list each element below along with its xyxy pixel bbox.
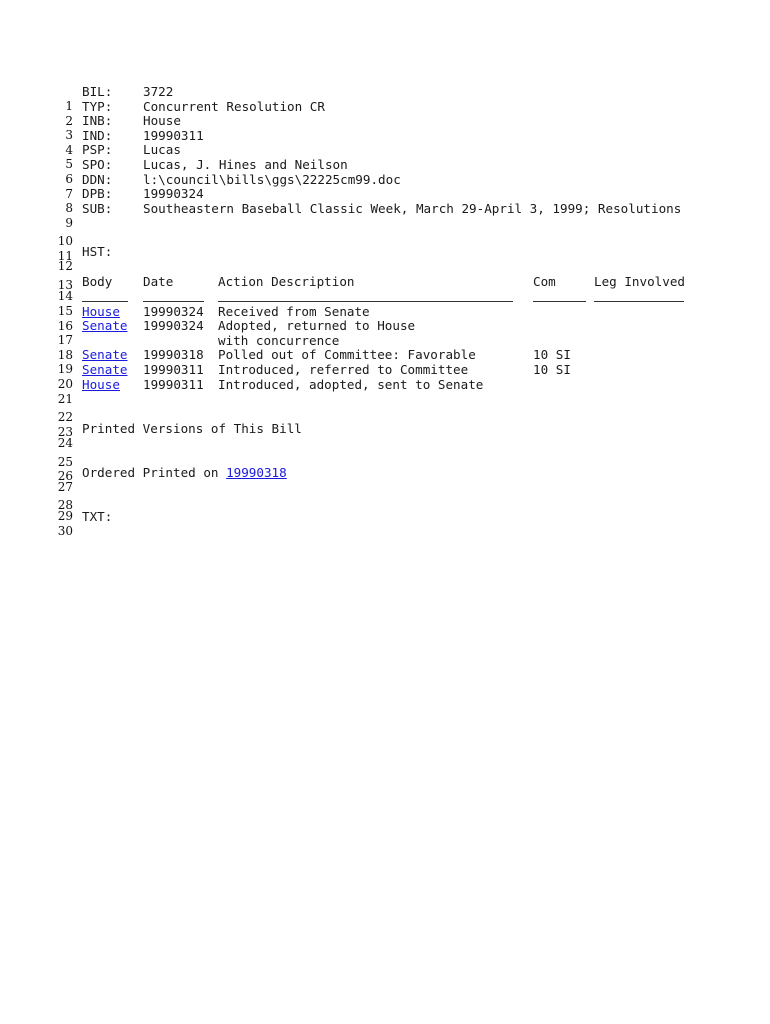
field-label: PSP: (82, 142, 113, 157)
field-label: INB: (82, 113, 113, 128)
row-com: 10 SI (533, 362, 571, 377)
underline-action (218, 301, 513, 302)
underline-date (143, 301, 204, 302)
field-value: Lucas (143, 142, 181, 157)
field-value: l:\council\bills\ggs\22225cm99.doc (143, 171, 401, 187)
column-header-leg: Leg Involved (594, 273, 685, 289)
column-header-com: Com (533, 273, 556, 289)
ordered-printed-prefix: Ordered Printed on (82, 464, 227, 480)
field-label: IND: (82, 127, 113, 143)
history-label: HST: (82, 244, 113, 259)
column-header-date: Date (143, 273, 174, 289)
line-number: 30 (57, 524, 73, 538)
line-number: 22 (57, 410, 73, 424)
body-link-house[interactable]: House (82, 376, 120, 392)
body-link-senate[interactable]: Senate (82, 347, 128, 362)
line-number: 14 (57, 288, 73, 303)
row-com: 10 SI (533, 347, 571, 362)
line-number: 12 (57, 259, 73, 273)
field-label: SPO: (82, 156, 113, 172)
row-date: 19990318 (143, 347, 204, 362)
line-number: 5 (65, 157, 73, 171)
line-number: 4 (65, 142, 73, 157)
field-value: Concurrent Resolution CR (143, 98, 325, 114)
line-number: 20 (57, 377, 73, 391)
line-number: 21 (57, 391, 73, 406)
blank-line (0, 219, 73, 248)
line-number: 28 (57, 498, 73, 512)
ordered-printed-date-link[interactable]: 19990318 (226, 464, 287, 480)
field-label: SUB: (82, 200, 113, 216)
body-link-house[interactable]: House (82, 303, 120, 319)
line-number: 26 (57, 469, 73, 483)
field-value: 19990324 (143, 186, 204, 201)
line-number: 24 (57, 435, 73, 450)
column-header-body: Body (82, 273, 113, 289)
field-value: House (143, 113, 181, 128)
row-action: Received from Senate (218, 303, 370, 319)
column-header-action: Action Description (218, 273, 355, 289)
row-action: Adopted, returned to House (218, 318, 416, 333)
body-link-senate[interactable]: Senate (82, 318, 128, 333)
line-number: 8 (65, 201, 73, 215)
underline-com (533, 301, 586, 302)
line-number: 3 (65, 128, 73, 142)
ordered-printed-text (82, 465, 287, 480)
row-date: 19990311 (143, 362, 204, 377)
line-number: 17 (57, 333, 73, 347)
printed-versions-heading: Printed Versions of This Bill (82, 420, 302, 436)
field-label: DDN: (82, 171, 113, 187)
text-label: TXT: (82, 509, 113, 524)
field-value: Lucas, J. Hines and Neilson (143, 156, 348, 172)
line-number: 2 (65, 113, 73, 128)
field-value: Southeastern Baseball Classic Week, March 29-April 3, 1999; Resolutions (143, 200, 682, 216)
row-action: Introduced, referred to Committee (218, 362, 469, 377)
line-number: 27 (57, 479, 73, 494)
line-number: 16 (57, 318, 73, 333)
body-link-senate[interactable]: Senate (82, 362, 128, 377)
row-date: 19990311 (143, 376, 204, 392)
field-value: 19990311 (143, 127, 204, 143)
line-number: 13 (57, 277, 73, 292)
row-action-continued: with concurrence (218, 332, 340, 348)
field-line-sub (0, 200, 682, 230)
underline-body (82, 301, 128, 302)
line-number: 9 (65, 215, 73, 230)
line-number: 7 (65, 186, 73, 201)
row-date: 19990324 (143, 303, 204, 319)
line-number: 1 (65, 99, 73, 113)
row-date: 19990324 (143, 318, 204, 333)
row-action: Introduced, adopted, sent to Senate (218, 376, 484, 392)
field-label: DPB: (82, 186, 113, 201)
underline-leg (594, 301, 684, 302)
line-number: 29 (57, 508, 73, 523)
line-number: 11 (57, 248, 73, 263)
line-number: 19 (57, 362, 73, 376)
field-label: BIL: (82, 84, 113, 99)
line-number: 15 (57, 304, 73, 318)
field-label: TYP: (82, 98, 113, 114)
line-number: 6 (65, 171, 73, 186)
line-number: 10 (57, 234, 73, 248)
line-number: 25 (57, 454, 73, 469)
field-value: 3722 (143, 84, 174, 99)
line-number: 23 (57, 424, 73, 439)
line-number: 18 (57, 347, 73, 362)
row-action: Polled out of Committee: Favorable (218, 347, 476, 362)
